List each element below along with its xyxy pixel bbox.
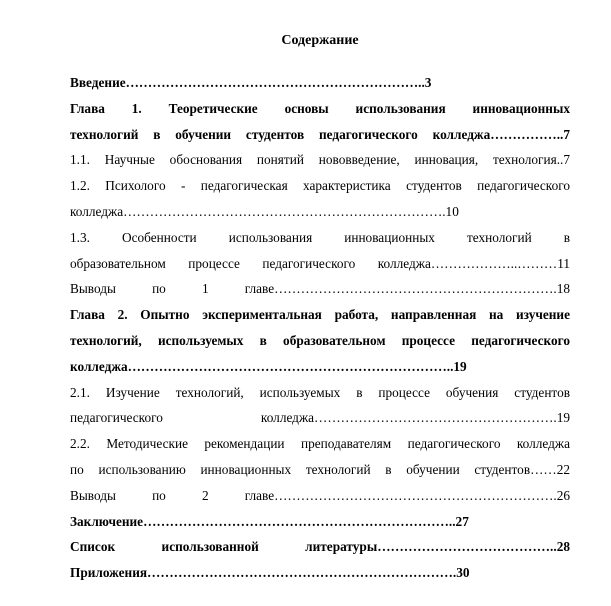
toc-entry-chapter-2 bbox=[70, 302, 570, 379]
toc-entry-section-2-2 bbox=[70, 431, 570, 483]
toc-line: педагогического колледжа……………………………………………….19 bbox=[70, 410, 570, 426]
toc-entry-conclusion bbox=[70, 509, 570, 535]
toc-line: 1.1. Научные обоснования понятий нововведение, инновация, технология..7 bbox=[70, 152, 570, 168]
toc-line: Выводы по 2 главе……………………………………………………….26 bbox=[70, 487, 570, 503]
toc-line: Выводы по 1 главе……………………………………………………….18 bbox=[70, 281, 570, 297]
toc-line: 1.3. Особенности использования инновационных технологий в bbox=[70, 229, 570, 245]
toc-line: Приложения…………………………………………………………….30 bbox=[70, 565, 470, 581]
toc-entry-appendices bbox=[70, 560, 570, 586]
toc-line: 1.2. Психолого - педагогическая характеристика студентов педагогического bbox=[70, 178, 570, 194]
toc-line: технологий, используемых в образовательном процессе педагогического bbox=[70, 332, 570, 348]
toc-line: колледжа………………………………………………………………..19 bbox=[70, 358, 467, 374]
toc-line: Глава 2. Опытно экспериментальная работа, направленная на изучение bbox=[70, 307, 570, 323]
table-of-contents bbox=[70, 70, 570, 586]
toc-entry-references bbox=[70, 534, 570, 560]
toc-line: по использованию инновационных технологий в обучении студентов……22 bbox=[70, 461, 570, 477]
toc-line: технологий в обучении студентов педагогического колледжа……………..7 bbox=[70, 126, 570, 142]
toc-line: образовательном процессе педагогического колледжа………………..………11 bbox=[70, 255, 570, 271]
toc-entry-section-1-1 bbox=[70, 147, 570, 173]
toc-entry-section-2-1 bbox=[70, 380, 570, 432]
toc-line: Введение…………………………………………………………..3 bbox=[70, 75, 432, 90]
toc-entry-conclusions-2 bbox=[70, 483, 570, 509]
toc-line: 2.1. Изучение технологий, используемых в процессе обучения студентов bbox=[70, 384, 570, 400]
toc-line: колледжа……………………………………………………………….10 bbox=[70, 203, 459, 219]
toc-entry-conclusions-1 bbox=[70, 276, 570, 302]
toc-line: Глава 1. Теоретические основы использования инновационных bbox=[70, 100, 570, 116]
toc-line: 2.2. Методические рекомендации преподавателям педагогического колледжа bbox=[70, 436, 570, 452]
toc-entry-section-1-3 bbox=[70, 225, 570, 277]
toc-entry-section-1-2 bbox=[70, 173, 570, 225]
toc-entry-chapter-1 bbox=[70, 96, 570, 148]
page-title: Содержание bbox=[281, 33, 359, 48]
toc-line: Заключение……………………………………………………………..27 bbox=[70, 513, 469, 529]
toc-entry-intro bbox=[70, 70, 570, 96]
toc-line: Список использованной литературы…………………………………..28 bbox=[70, 539, 570, 555]
